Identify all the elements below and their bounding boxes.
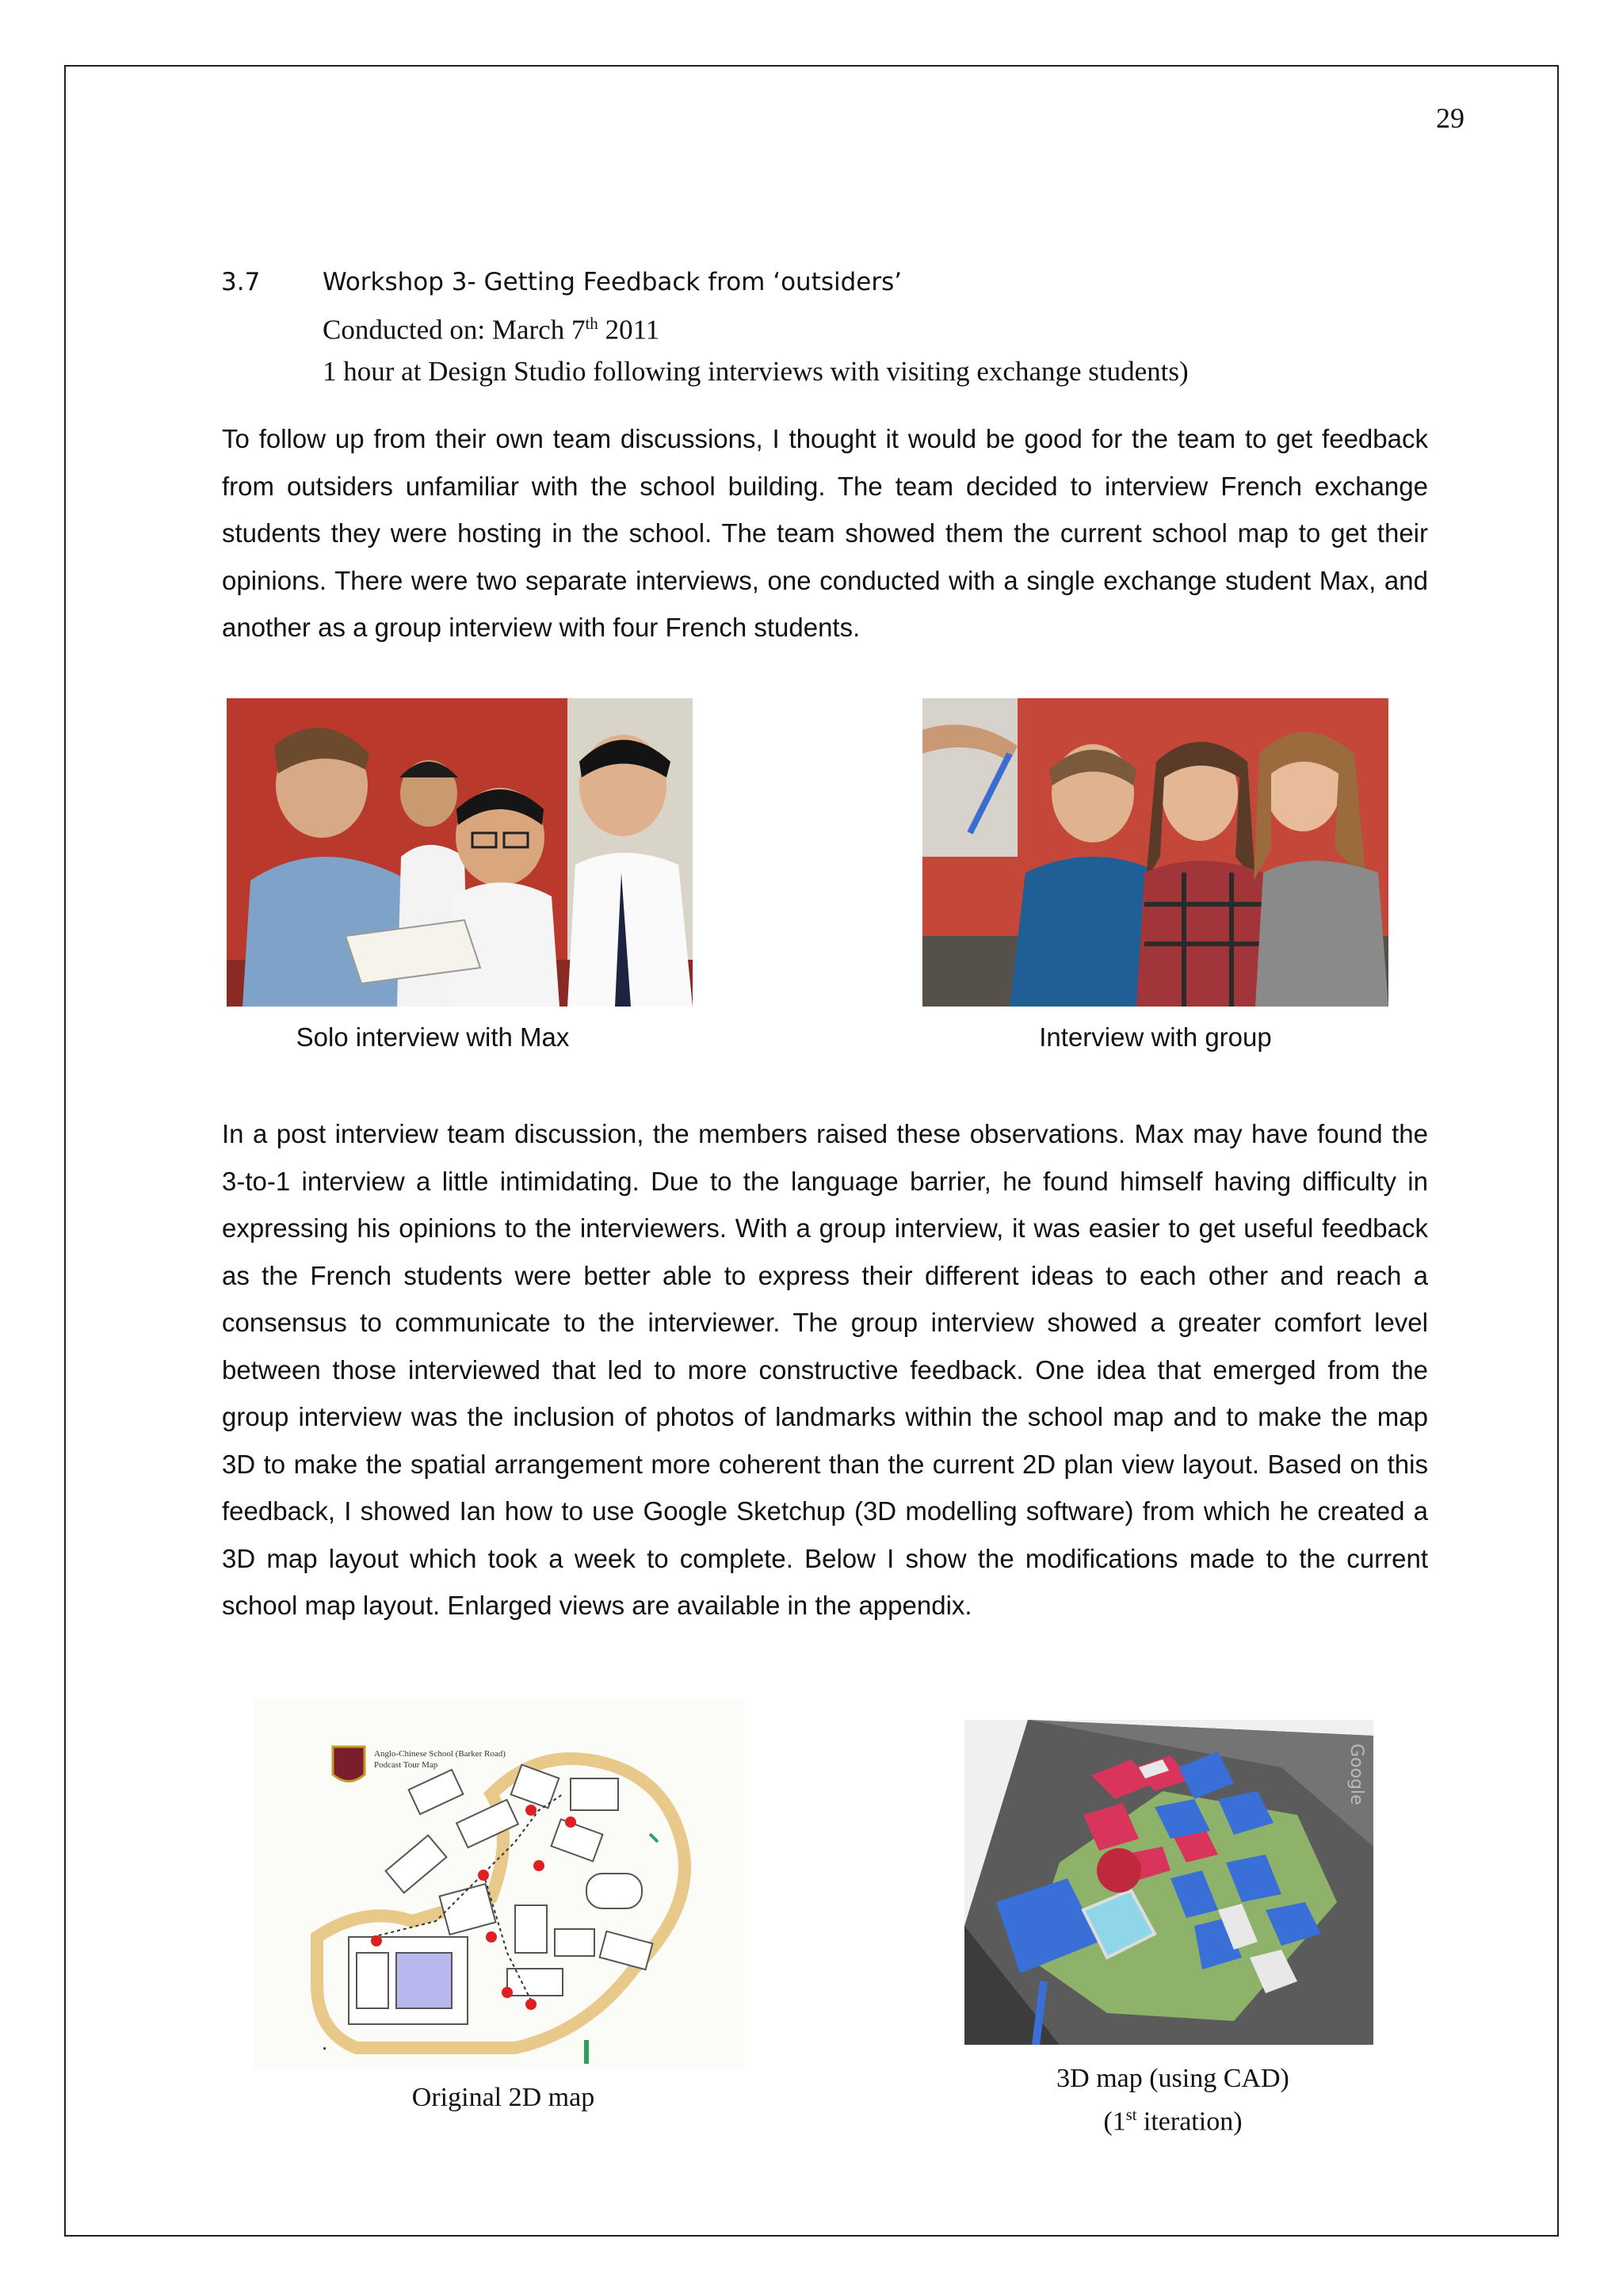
- heading-line-conducted: [323, 303, 1410, 351]
- map3d-caption: [975, 2061, 1371, 2140]
- 3d-cad-map: [964, 1720, 1373, 2045]
- heading-line-title: [221, 262, 1410, 303]
- map3d-watermark: Google: [1346, 1744, 1366, 1805]
- map3d-illustration: [964, 1720, 1373, 2045]
- map3d-caption-sup: st: [1125, 2107, 1137, 2124]
- map3d-caption-line1: 3D map (using CAD): [1056, 2064, 1289, 2093]
- school-crest-icon: [333, 1747, 365, 1782]
- conducted-suffix: 2011: [598, 314, 660, 346]
- original-2d-map: [254, 1699, 745, 2070]
- conducted-prefix: Conducted on: March 7: [323, 314, 586, 346]
- paragraph-observations: In a post interview team discussion, the members raised these observations. Max may have found the 3-to-1 interview a little intimidating. Due to the language barrier, he found himself having difficulty in expressing his opinions to the interviewers. With a group interview, it was easier to get useful feedback as the French students were better able to express their different ideas to each other and reach a consensus to communicate to the interviewer. The group interview showed a greater comfort level between those interviewed that led to more constructive feedback. One idea that emerged from the group interview was the inclusion of photos of landmarks within the school map and to make the map 3D to make the spatial arrangement more coherent than the current 2D plan view layout. Based on this feedback, I showed Ian how to use Google Sketchup (3D modelling software) from which he created a 3D map layout which took a week to complete. Below I show the modifications made to the current school map layout. Enlarged views are available in the appendix.: [222, 1119, 1428, 1620]
- map2d-illustration: [254, 1699, 745, 2070]
- solo-interview-caption: Solo interview with Max: [296, 1022, 570, 1052]
- map3d-caption-prefix: (1: [1103, 2107, 1126, 2137]
- paragraph-intro: To follow up from their own team discussions, I thought it would be good for the team to get feedback from outsiders unfamiliar with the school building. The team decided to interview French exchange students they were hosting in the school. The team showed them the current school map to get their opinions. There were two separate interviews, one conducted with a single exchange student Max, and another as a group interview with four French students.: [222, 424, 1428, 642]
- conducted-sup: th: [585, 314, 598, 333]
- section-heading: [221, 262, 1410, 392]
- map3d-caption-line2: [975, 2097, 1371, 2140]
- solo-interview-illustration: [227, 698, 693, 1007]
- heading-line-duration: 1 hour at Design Studio following interviews with visiting exchange students): [323, 355, 1189, 387]
- section-number: 3.7: [221, 268, 261, 296]
- map2d-caption: Original 2D map: [411, 2083, 595, 2112]
- solo-interview-photo: [227, 698, 693, 1007]
- map3d-caption-suffix: iteration): [1136, 2107, 1243, 2137]
- group-interview-photo: [922, 698, 1388, 1007]
- page-number: 29: [1436, 102, 1465, 134]
- map2d-title-line2: Podcast Tour Map: [374, 1760, 438, 1770]
- map2d-title-line1: Anglo-Chinese School (Barker Road): [374, 1749, 506, 1759]
- stray-mark: .: [322, 2030, 328, 2054]
- section-title: Workshop 3- Getting Feedback from ‘outsiders’: [323, 268, 903, 296]
- group-interview-caption: Interview with group: [1039, 1022, 1272, 1052]
- group-interview-illustration: [922, 698, 1388, 1007]
